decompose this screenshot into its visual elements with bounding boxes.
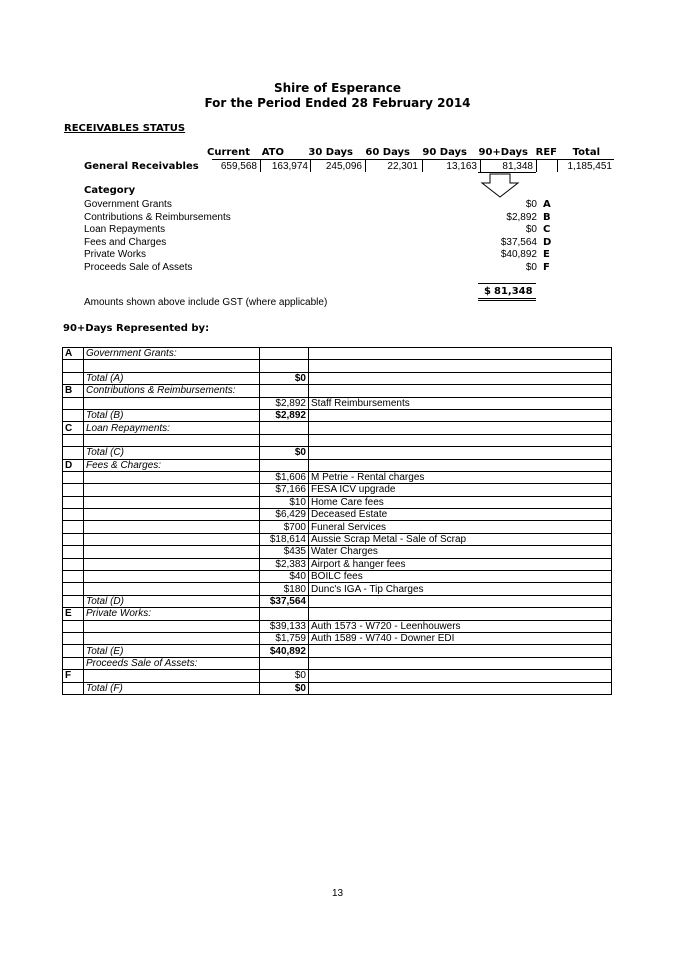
note-cell xyxy=(309,348,612,360)
value-90plus: 81,348 xyxy=(502,161,533,172)
col-header-ato: ATO xyxy=(261,147,284,158)
general-receivables-label: General Receivables xyxy=(84,161,199,172)
section-title: RECEIVABLES STATUS xyxy=(64,123,186,134)
amount-cell: $0 xyxy=(260,447,309,459)
note-cell: Funeral Services xyxy=(309,521,612,533)
double-underline xyxy=(478,298,536,301)
description-cell: Proceeds Sale of Assets: xyxy=(84,657,260,669)
amount-cell xyxy=(260,422,309,434)
amount-cell: $2,383 xyxy=(260,558,309,570)
col-header-total: Total xyxy=(572,147,600,158)
col-header-90plus: 90+Days xyxy=(478,147,528,158)
table-row xyxy=(63,348,612,360)
description-cell: Total (C) xyxy=(84,447,260,459)
header-rule xyxy=(212,159,614,160)
amount-cell: $1,606 xyxy=(260,471,309,483)
ref-cell xyxy=(63,620,84,632)
description-cell xyxy=(84,484,260,496)
note-cell xyxy=(309,682,612,694)
table-row xyxy=(63,521,612,533)
table-row xyxy=(63,385,612,397)
detail-table xyxy=(62,347,612,695)
description-cell xyxy=(84,583,260,595)
amount-cell xyxy=(260,459,309,471)
amount-cell: $435 xyxy=(260,546,309,558)
amount-cell: $6,429 xyxy=(260,509,309,521)
description-cell: Total (B) xyxy=(84,409,260,421)
category-amount: $37,564 xyxy=(500,237,537,248)
table-row xyxy=(63,608,612,620)
category-amount: $0 xyxy=(525,224,537,235)
cell-separator xyxy=(260,160,261,172)
value-60days: 22,301 xyxy=(387,161,418,172)
table-row xyxy=(63,484,612,496)
value-total: 1,185,451 xyxy=(567,161,612,172)
table-row xyxy=(63,471,612,483)
table-row xyxy=(63,509,612,521)
description-cell xyxy=(84,360,260,372)
ref-cell: E xyxy=(63,608,84,620)
ref-cell: A xyxy=(63,348,84,360)
ref-cell xyxy=(63,397,84,409)
ref-cell xyxy=(63,558,84,570)
ref-cell: C xyxy=(63,422,84,434)
amount-cell xyxy=(260,657,309,669)
cell-separator xyxy=(536,160,537,172)
amount-cell: $2,892 xyxy=(260,397,309,409)
table-row xyxy=(63,533,612,545)
total-row xyxy=(63,645,612,657)
note-cell: Auth 1573 - W720 - Leenhouwers xyxy=(309,620,612,632)
note-cell xyxy=(309,447,612,459)
total-row xyxy=(63,595,612,607)
report-subtitle: For the Period Ended 28 February 2014 xyxy=(204,96,471,110)
value-30days: 245,096 xyxy=(325,161,362,172)
description-cell xyxy=(84,509,260,521)
note-cell xyxy=(309,670,612,682)
ref-cell xyxy=(63,434,84,446)
note-cell xyxy=(309,608,612,620)
amount-cell: $700 xyxy=(260,521,309,533)
amount-cell: $2,892 xyxy=(260,409,309,421)
table-row xyxy=(63,583,612,595)
cell-separator xyxy=(422,160,423,172)
description-cell xyxy=(84,620,260,632)
category-label: Private Works xyxy=(84,249,147,260)
description-cell xyxy=(84,397,260,409)
note-cell: Home Care fees xyxy=(309,496,612,508)
report-title: Shire of Esperance xyxy=(273,81,402,95)
detail-heading: 90+Days Represented by: xyxy=(63,323,210,334)
category-amount: $0 xyxy=(525,199,537,210)
category-label: Fees and Charges xyxy=(84,237,167,248)
cell-separator xyxy=(365,160,366,172)
table-row xyxy=(63,434,612,446)
note-cell xyxy=(309,657,612,669)
category-ref: D xyxy=(543,237,552,248)
note-cell: M Petrie - Rental charges xyxy=(309,471,612,483)
detail-table-body xyxy=(63,348,612,695)
total-row xyxy=(63,447,612,459)
amount-cell xyxy=(260,360,309,372)
note-cell: Staff Reimbursements xyxy=(309,397,612,409)
ref-cell: F xyxy=(63,670,84,682)
col-header-90days: 90 Days xyxy=(422,147,467,158)
ref-cell xyxy=(63,496,84,508)
description-cell xyxy=(84,571,260,583)
note-cell: Aussie Scrap Metal - Sale of Scrap xyxy=(309,533,612,545)
category-ref: C xyxy=(543,224,551,235)
total-row xyxy=(63,682,612,694)
description-cell xyxy=(84,632,260,644)
note-cell xyxy=(309,645,612,657)
ref-cell xyxy=(63,546,84,558)
note-cell xyxy=(309,360,612,372)
category-label: Loan Repayments xyxy=(84,224,166,235)
value-ato: 163,974 xyxy=(271,161,308,172)
description-cell: Total (E) xyxy=(84,645,260,657)
category-label: Contributions & Reimbursements xyxy=(84,212,231,223)
total-row xyxy=(63,409,612,421)
description-cell xyxy=(84,533,260,545)
amount-cell: $37,564 xyxy=(260,595,309,607)
category-total: 81,348 xyxy=(494,286,533,297)
table-row xyxy=(63,546,612,558)
table-row xyxy=(63,632,612,644)
page-number: 13 xyxy=(331,888,344,899)
amount-cell xyxy=(260,434,309,446)
ref-cell xyxy=(63,409,84,421)
note-cell: Dunc's IGA - Tip Charges xyxy=(309,583,612,595)
total-rule xyxy=(478,283,536,284)
ref-cell xyxy=(63,372,84,384)
ref-cell xyxy=(63,471,84,483)
table-row xyxy=(63,459,612,471)
note-cell xyxy=(309,434,612,446)
table-row xyxy=(63,422,612,434)
value-current: 659,568 xyxy=(220,161,257,172)
gst-note: Amounts shown above include GST (where applicable) xyxy=(84,297,328,308)
ref-cell xyxy=(63,533,84,545)
note-cell xyxy=(309,422,612,434)
amount-cell: $40,892 xyxy=(260,645,309,657)
ref-cell xyxy=(63,583,84,595)
table-row xyxy=(63,558,612,570)
description-cell: Private Works: xyxy=(84,608,260,620)
down-arrow-icon xyxy=(480,173,520,199)
description-cell: Total (F) xyxy=(84,682,260,694)
cell-separator xyxy=(310,160,311,172)
ref-cell xyxy=(63,447,84,459)
amount-cell: $180 xyxy=(260,583,309,595)
note-cell xyxy=(309,385,612,397)
note-cell xyxy=(309,409,612,421)
table-row xyxy=(63,360,612,372)
amount-cell: $1,759 xyxy=(260,632,309,644)
amount-cell: $18,614 xyxy=(260,533,309,545)
category-label: Proceeds Sale of Assets xyxy=(84,262,193,273)
description-cell xyxy=(84,471,260,483)
category-ref: A xyxy=(543,199,551,210)
description-cell xyxy=(84,558,260,570)
category-total-currency: $ xyxy=(484,286,491,297)
category-heading: Category xyxy=(84,185,136,196)
description-cell xyxy=(84,496,260,508)
col-header-30days: 30 Days xyxy=(308,147,353,158)
table-row xyxy=(63,657,612,669)
cell-separator xyxy=(557,160,558,172)
amount-cell: $0 xyxy=(260,670,309,682)
category-ref: E xyxy=(543,249,550,260)
amount-cell: $7,166 xyxy=(260,484,309,496)
note-cell: Deceased Estate xyxy=(309,509,612,521)
note-cell xyxy=(309,372,612,384)
ref-cell xyxy=(63,521,84,533)
note-cell: Water Charges xyxy=(309,546,612,558)
description-cell: Contributions & Reimbursements: xyxy=(84,385,260,397)
description-cell: Government Grants: xyxy=(84,348,260,360)
note-cell: Auth 1589 - W740 - Downer EDI xyxy=(309,632,612,644)
description-cell: Loan Repayments: xyxy=(84,422,260,434)
col-header-ref: REF xyxy=(535,147,557,158)
amount-cell xyxy=(260,348,309,360)
note-cell xyxy=(309,595,612,607)
cell-separator xyxy=(480,160,481,172)
category-amount: $0 xyxy=(525,262,537,273)
ref-cell xyxy=(63,595,84,607)
ref-cell xyxy=(63,632,84,644)
amount-cell: $40 xyxy=(260,571,309,583)
amount-cell xyxy=(260,608,309,620)
category-ref: B xyxy=(543,212,551,223)
table-row xyxy=(63,670,612,682)
amount-cell: $0 xyxy=(260,682,309,694)
amount-cell: $0 xyxy=(260,372,309,384)
table-row xyxy=(63,620,612,632)
col-header-60days: 60 Days xyxy=(365,147,410,158)
ref-cell xyxy=(63,682,84,694)
description-cell: Fees & Charges: xyxy=(84,459,260,471)
ref-cell xyxy=(63,657,84,669)
ref-cell xyxy=(63,571,84,583)
description-cell xyxy=(84,546,260,558)
ref-cell xyxy=(63,484,84,496)
table-row xyxy=(63,571,612,583)
total-row xyxy=(63,372,612,384)
amount-cell xyxy=(260,385,309,397)
ref-cell: B xyxy=(63,385,84,397)
col-header-current: Current xyxy=(206,147,250,158)
category-label: Government Grants xyxy=(84,199,172,210)
amount-cell: $10 xyxy=(260,496,309,508)
ref-cell: D xyxy=(63,459,84,471)
description-cell xyxy=(84,670,260,682)
description-cell xyxy=(84,434,260,446)
ref-cell xyxy=(63,509,84,521)
description-cell: Total (A) xyxy=(84,372,260,384)
category-ref: F xyxy=(543,262,550,273)
description-cell xyxy=(84,521,260,533)
value-90days: 13,163 xyxy=(446,161,477,172)
description-cell: Total (D) xyxy=(84,595,260,607)
note-cell xyxy=(309,459,612,471)
category-amount: $40,892 xyxy=(500,249,537,260)
table-row xyxy=(63,496,612,508)
category-amount: $2,892 xyxy=(506,212,537,223)
ref-cell xyxy=(63,360,84,372)
ref-cell xyxy=(63,645,84,657)
note-cell: FESA ICV upgrade xyxy=(309,484,612,496)
note-cell: BOILC fees xyxy=(309,571,612,583)
amount-cell: $39,133 xyxy=(260,620,309,632)
table-row xyxy=(63,397,612,409)
note-cell: Airport & hanger fees xyxy=(309,558,612,570)
